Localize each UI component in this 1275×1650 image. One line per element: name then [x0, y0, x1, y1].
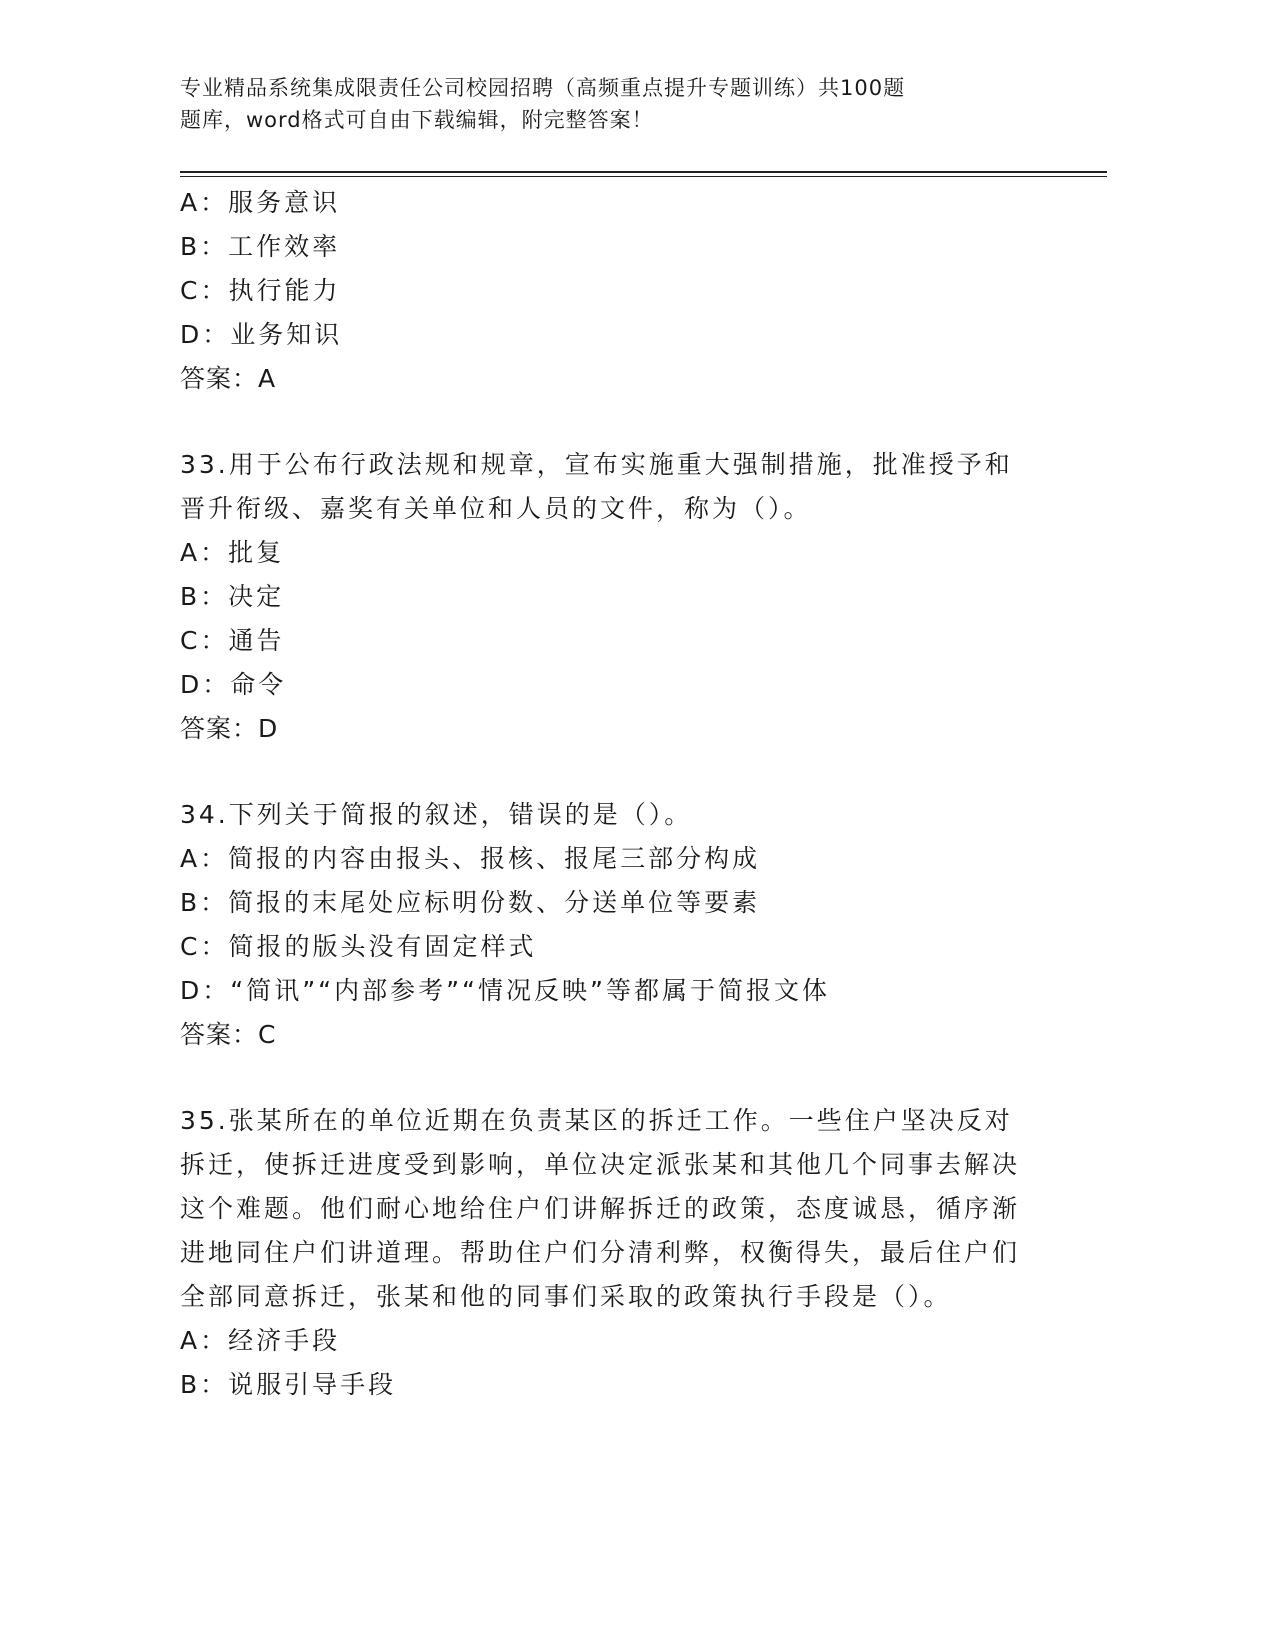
option-b: B：决定 [180, 582, 285, 611]
option-b: B：工作效率 [180, 232, 341, 261]
option-c: C：执行能力 [180, 276, 341, 305]
option-d: D：“简讯”“内部参考”“情况反映”等都属于简报文体 [180, 976, 830, 1005]
header-line-2: 题库，word格式可自由下载编辑，附完整答案！ [180, 108, 654, 132]
option-d: D：命令 [180, 670, 287, 699]
question-block-32 [180, 181, 1040, 401]
question-block-33 [180, 443, 1040, 751]
option-c: C：通告 [180, 626, 285, 655]
answer: 答案：D [180, 714, 279, 743]
option-b: B：说服引导手段 [180, 1370, 397, 1399]
question-list [180, 181, 1040, 1407]
option-d: D：业务知识 [180, 320, 343, 349]
question-block-35 [180, 1099, 1040, 1407]
header-line-1: 专业精品系统集成限责任公司校园招聘（高频重点提升专题训练）共100题 [180, 76, 906, 100]
option-a: A：服务意识 [180, 188, 341, 217]
document-header [180, 72, 980, 136]
question-text: 34.下列关于简报的叙述，错误的是（）。 [180, 800, 693, 829]
option-a: A：经济手段 [180, 1326, 341, 1355]
question-block-34 [180, 793, 1040, 1057]
answer: 答案：C [180, 1020, 277, 1049]
option-b: B：简报的末尾处应标明份数、分送单位等要素 [180, 888, 761, 917]
question-text: 35.张某所在的单位近期在负责某区的拆迁工作。一些住户坚决反对拆迁，使拆迁进度受到影响，单位决定派张某和其他几个同事去解决这个难题。他们耐心地给住户们讲解拆迁的政策，态度诚恳，循序渐进地同住户们讲道理。帮助住户们分清利弊，权衡得失，最后住户们全部同意拆迁，张某和他的同事们采取的政策执行手段是（）。 [180, 1106, 1021, 1311]
option-a: A：简报的内容由报头、报核、报尾三部分构成 [180, 844, 761, 873]
answer: 答案：A [180, 364, 277, 393]
header-rule-thick [180, 171, 1107, 173]
header-rule-thin [180, 176, 1107, 177]
option-c: C：简报的版头没有固定样式 [180, 932, 537, 961]
option-a: A：批复 [180, 538, 285, 567]
question-text: 33.用于公布行政法规和规章，宣布实施重大强制措施，批准授予和晋升衔级、嘉奖有关单位和人员的文件，称为（）。 [180, 450, 1013, 523]
